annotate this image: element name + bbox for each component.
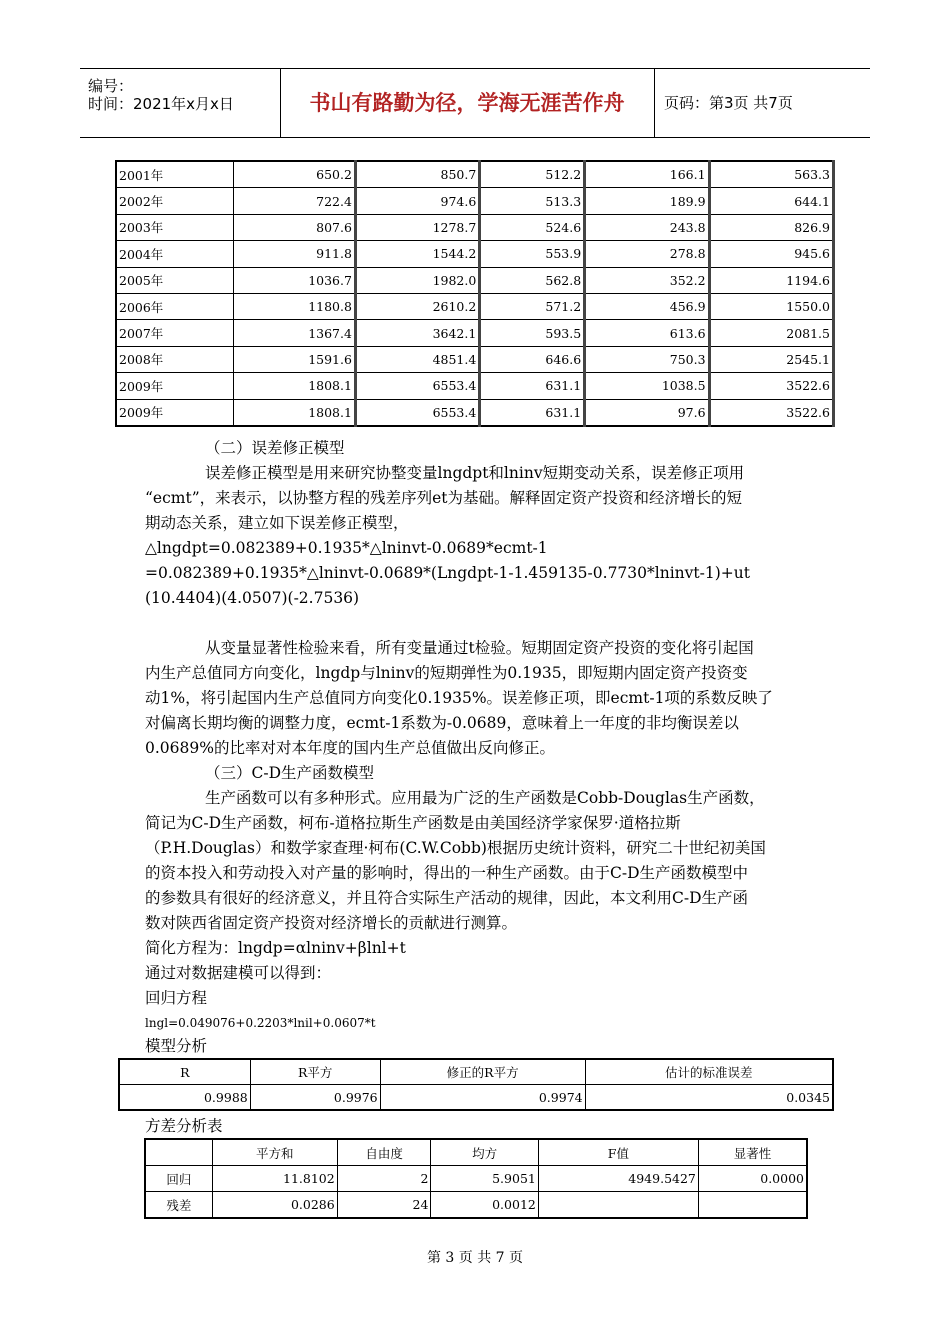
value-cell: 6553.4 (355, 373, 479, 399)
value-cell: 0.9988 (119, 1085, 250, 1111)
value-cell: 974.6 (355, 188, 479, 214)
section3-para1-line6: 数对陕西省固定资产投资对经济增长的贡献进行测算。 (145, 914, 518, 932)
year-cell: 2008年 (116, 346, 234, 372)
regression-equation: lngl=0.049076+0.2203*lnil+0.0607*t (145, 1016, 376, 1030)
value-cell: 2 (337, 1166, 431, 1192)
table-row (116, 161, 834, 188)
value-cell: 0.0286 (212, 1192, 337, 1219)
value-cell: 0.9976 (250, 1085, 380, 1111)
value-cell: 1367.4 (234, 320, 356, 346)
equation-line3: (10.4404)(4.0507)(-2.7536) (145, 589, 360, 607)
value-cell: 3642.1 (355, 320, 479, 346)
value-cell: 0.0345 (585, 1085, 833, 1111)
section3-para1-line2: 简记为C-D生产函数，柯布-道格拉斯生产函数是由美国经济学家保罗·道格拉斯 (145, 814, 681, 832)
value-cell: 4949.5427 (538, 1166, 698, 1192)
header-cell: 修正的R平方 (380, 1059, 585, 1085)
value-cell: 0.0012 (431, 1192, 538, 1219)
equation-line1: △lngdpt=0.082389+0.1935*△lninvt-0.0689*ecmt-1 (145, 539, 548, 557)
value-cell: 563.3 (709, 161, 833, 188)
year-cell: 2009年 (116, 399, 234, 426)
table-row (116, 214, 834, 240)
section2-para1-line2: “ecmt”，来表示，以协整方程的残差序列et为基础。解释固定资产投资和经济增长的短 (145, 489, 743, 507)
value-cell: 352.2 (585, 267, 709, 293)
value-cell: 513.3 (480, 188, 585, 214)
section2-para2-line2: 内生产总值同方向变化，lngdp与lninv的短期弹性为0.1935，即短期内固定资产投资变 (145, 664, 748, 682)
value-cell: 166.1 (585, 161, 709, 188)
value-cell: 6553.4 (355, 399, 479, 426)
modeling-note: 通过对数据建模可以得到： (145, 964, 332, 982)
table-row (116, 320, 834, 346)
header-cell: 估计的标准误差 (585, 1059, 833, 1085)
header-cell: F值 (538, 1139, 698, 1166)
header-motto: 书山有路勤为径，学海无涯苦作舟 (280, 69, 655, 137)
value-cell: 911.8 (234, 241, 356, 267)
value-cell: 722.4 (234, 188, 356, 214)
section3-para1-line5: 的参数具有很好的经济意义，并且符合实际生产活动的规律，因此，本文利用C-D生产函 (145, 889, 749, 907)
value-cell: 5.9051 (431, 1166, 538, 1192)
header-cell: 自由度 (337, 1139, 431, 1166)
section2-para1-line1: 误差修正模型是用来研究协整变量lngdpt和lninv短期变动关系，误差修正项用 (205, 464, 745, 482)
model-analysis-title: 模型分析 (145, 1037, 208, 1055)
year-cell: 2009年 (116, 373, 234, 399)
value-cell: 562.8 (480, 267, 585, 293)
table-row (145, 1166, 807, 1192)
row-label-cell: 回归 (145, 1166, 212, 1192)
value-cell: 1278.7 (355, 214, 479, 240)
page-footer: 第 3 页 共 7 页 (426, 1250, 524, 1266)
page-header (80, 68, 870, 138)
section2-para2-line3: 动1%，将引起国内生产总值同方向变化0.1935%。误差修正项，即ecmt-1项的系数反映了 (145, 689, 773, 707)
year-cell: 2007年 (116, 320, 234, 346)
value-cell: 2081.5 (709, 320, 833, 346)
header-cell (145, 1139, 212, 1166)
section2-para1-line3: 期动态关系，建立如下误差修正模型， (145, 514, 409, 532)
value-cell: 644.1 (709, 188, 833, 214)
section3-para1-line4: 的资本投入和劳动投入对产量的影响时，得出的一种生产函数。由于C-D生产函数模型中 (145, 864, 749, 882)
value-cell: 2610.2 (355, 293, 479, 319)
value-cell: 945.6 (709, 241, 833, 267)
table-row (116, 267, 834, 293)
value-cell: 807.6 (234, 214, 356, 240)
value-cell: 11.8102 (212, 1166, 337, 1192)
value-cell: 243.8 (585, 214, 709, 240)
model-analysis-table (118, 1058, 834, 1111)
value-cell: 650.2 (234, 161, 356, 188)
value-cell: 3522.6 (709, 399, 833, 426)
value-cell: 1544.2 (355, 241, 479, 267)
value-cell: 1194.6 (709, 267, 833, 293)
value-cell: 0.9974 (380, 1085, 585, 1111)
value-cell: 631.1 (480, 399, 585, 426)
value-cell (538, 1192, 698, 1219)
value-cell: 1550.0 (709, 293, 833, 319)
value-cell: 0.0000 (698, 1166, 807, 1192)
time-label: 时间：2021年x月x日 (88, 95, 234, 113)
regression-title: 回归方程 (145, 989, 208, 1007)
value-cell: 1808.1 (234, 399, 356, 426)
value-cell: 1982.0 (355, 267, 479, 293)
row-label-cell: 残差 (145, 1192, 212, 1219)
value-cell: 1808.1 (234, 373, 356, 399)
section2-title: （二）误差修正模型 (205, 439, 345, 457)
value-cell: 1036.7 (234, 267, 356, 293)
table-row (116, 373, 834, 399)
header-cell: 平方和 (212, 1139, 337, 1166)
section2-para2-line4: 对偏离长期均衡的调整力度，ecmt-1系数为-0.0689，意味着上一年度的非均衡误差以 (145, 714, 739, 732)
section3-para1-line3: （P.H.Douglas）和数学家查理·柯布(C.W.Cobb)根据历史统计资料，研究二十世纪初美国 (145, 839, 766, 857)
value-cell: 553.9 (480, 241, 585, 267)
header-cell: R平方 (250, 1059, 380, 1085)
year-cell: 2003年 (116, 214, 234, 240)
section2-para2-line5: 0.0689%的比率对对本年度的国内生产总值做出反向修正。 (145, 739, 555, 757)
table-row (116, 188, 834, 214)
value-cell: 1038.5 (585, 373, 709, 399)
value-cell: 97.6 (585, 399, 709, 426)
value-cell: 631.1 (480, 373, 585, 399)
value-cell: 826.9 (709, 214, 833, 240)
year-cell: 2001年 (116, 161, 234, 188)
value-cell: 4851.4 (355, 346, 479, 372)
equation-line2: =0.082389+0.1935*△lninvt-0.0689*(Lngdpt-1-1.459135-0.7730*lninvt-1)+ut (145, 564, 750, 582)
number-label: 编号： (88, 77, 134, 95)
value-cell: 1180.8 (234, 293, 356, 319)
annual-data-table (115, 160, 835, 427)
value-cell: 2545.1 (709, 346, 833, 372)
value-cell: 24 (337, 1192, 431, 1219)
table-row (116, 241, 834, 267)
value-cell: 278.8 (585, 241, 709, 267)
value-cell: 613.6 (585, 320, 709, 346)
value-cell: 646.6 (480, 346, 585, 372)
anova-table (144, 1138, 808, 1219)
value-cell: 3522.6 (709, 373, 833, 399)
value-cell: 512.2 (480, 161, 585, 188)
value-cell: 750.3 (585, 346, 709, 372)
simplified-equation: 简化方程为：lngdp=αlninv+βlnl+t (145, 939, 406, 957)
header-cell: 显著性 (698, 1139, 807, 1166)
value-cell: 524.6 (480, 214, 585, 240)
value-cell: 456.9 (585, 293, 709, 319)
header-cell: R (119, 1059, 250, 1085)
value-cell: 571.2 (480, 293, 585, 319)
value-cell (698, 1192, 807, 1219)
value-cell: 189.9 (585, 188, 709, 214)
year-cell: 2006年 (116, 293, 234, 319)
header-meta (80, 69, 281, 137)
section3-para1-line1: 生产函数可以有多种形式。应用最为广泛的生产函数是Cobb-Douglas生产函数， (205, 789, 765, 807)
value-cell: 1591.6 (234, 346, 356, 372)
section3-title: （三）C-D生产函数模型 (205, 764, 375, 782)
value-cell: 850.7 (355, 161, 479, 188)
table-header-row (145, 1139, 807, 1166)
value-cell: 593.5 (480, 320, 585, 346)
table-row (145, 1192, 807, 1219)
table-row (116, 346, 834, 372)
anova-title: 方差分析表 (145, 1117, 223, 1135)
header-cell: 均方 (431, 1139, 538, 1166)
table-row (116, 293, 834, 319)
section2-para2-line1: 从变量显著性检验来看，所有变量通过t检验。短期固定资产投资的变化将引起国 (205, 639, 754, 657)
year-cell: 2005年 (116, 267, 234, 293)
header-page-label: 页码：第3页 共7页 (664, 94, 793, 112)
table-row (116, 399, 834, 426)
year-cell: 2004年 (116, 241, 234, 267)
year-cell: 2002年 (116, 188, 234, 214)
